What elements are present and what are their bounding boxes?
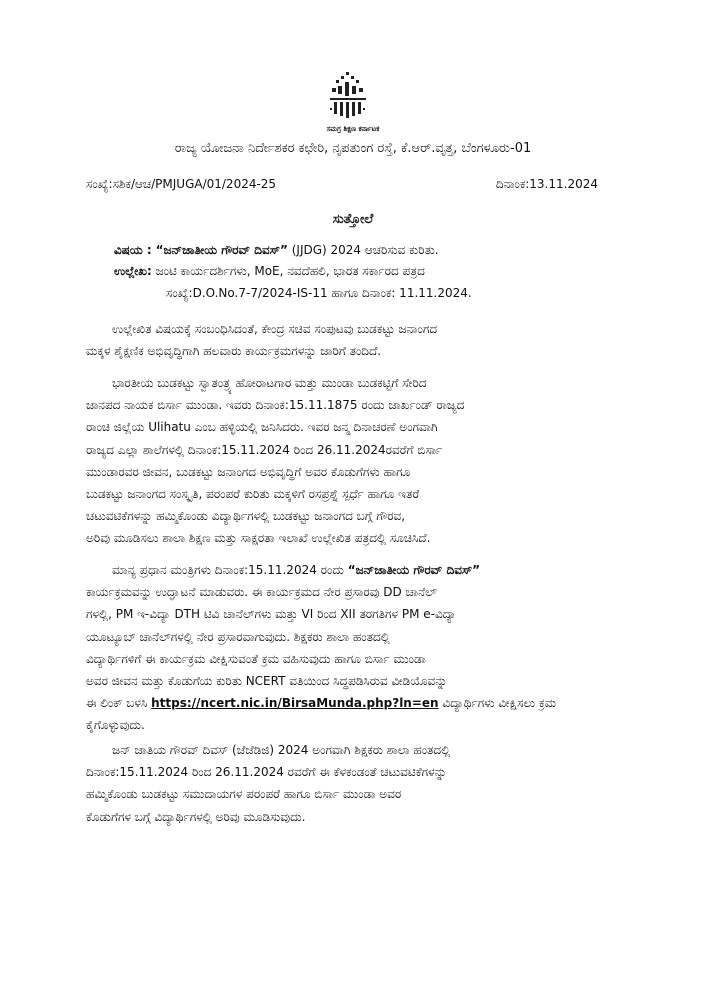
subject-line bbox=[114, 243, 439, 258]
subject-text: (JJDG) 2024 ಆಚರಿಸುವ ಕುರಿತು. bbox=[287, 243, 439, 257]
paragraph-line: ದಿನಾಂಕ:15.11.2024 ರಿಂದ 26.11.2024 ರವರೆಗೆ ಈ ಕೆಳಕಂಡಂತೆ ಚಟುವಟಿಕೆಗಳನ್ನು bbox=[86, 765, 447, 780]
paragraph-line: ಕೊಡುಗೆಗಳ ಬಗ್ಗೆ ವಿದ್ಯಾರ್ಥಿಗಳಲ್ಲಿ ಅರಿವು ಮೂಡಿಸುವುದು. bbox=[86, 809, 306, 824]
subject-highlight: “ಜನ್‌ಜಾತೀಯ ಗೌರವ್ ದಿವಸ್” bbox=[155, 243, 288, 257]
paragraph-line: ಕಾರ್ಯಕ್ರಮವನ್ನು ಉದ್ಘಾಟನೆ ಮಾಡುವರು. ಈ ಕಾರ್ಯಕ್ರಮದ ನೇರ ಪ್ರಸಾರವು DD ಚಾನೆಲ್ bbox=[86, 585, 437, 600]
paragraph-line: ಅವರ ಜೀವನ ಮತ್ತು ಕೊಡುಗೆಯ ಕುರಿತು NCERT ವತಿಯಿಂದ ಸಿದ್ಧಪಡಿಸಿರುವ ವೀಡಿಯೊವನ್ನು bbox=[86, 674, 448, 689]
paragraph-1 bbox=[86, 318, 620, 362]
circular-date: ದಿನಾಂಕ:13.11.2024 bbox=[495, 177, 598, 191]
paragraph-line: ರಾಂಚಿ ಜಿಲ್ಲೆಯ Ulihatu ಎಂಬ ಹಳ್ಳಿಯಲ್ಲಿ ಜನಿಸಿದರು. ಇವರ ಜನ್ಮ ದಿನಾಚರಣೆ ಅಂಗವಾಗಿ bbox=[86, 420, 438, 435]
paragraph-line: ರಾಜ್ಯದ ಎಲ್ಲಾ ಶಾಲೆಗಳಲ್ಲಿ ದಿನಾಂಕ:15.11.2024 ರಿಂದ 26.11.2024ರವರೆಗೆ ಬಿರ್ಸಾ bbox=[86, 442, 443, 457]
paragraph-line: ವಿದ್ಯಾರ್ಥಿಗಳಿಗೆ ಈ ಕಾರ್ಯಕ್ರಮ ವೀಕ್ಷಿಸುವಂತೆ ಕ್ರಮ ವಹಿಸುವುದು ಹಾಗೂ ಬಿರ್ಸಾ ಮುಂಡಾ bbox=[86, 651, 426, 666]
paragraph-line: ಭಾರತೀಯ ಬುಡಕಟ್ಟು ಸ್ವಾತಂತ್ರ್ಯ ಹೋರಾಟಗಾರ ಮತ್ತು ಮುಂಡಾ ಬುಡಕಟ್ಟಿಗೆ ಸೇರಿದ bbox=[112, 376, 427, 390]
p3-event-name: “ಜನ್‌ಜಾತೀಯ ಗೌರವ್ ದಿವಸ್” bbox=[347, 563, 481, 577]
paragraph-line: ಚಟುವಟಿಕೆಗಳನ್ನು ಹಮ್ಮಿಕೊಂಡು ವಿದ್ಯಾರ್ಥಿಗಳಲ್ಲಿ ಬುಡಕಟ್ಟು ಜನಾಂಗದ ಬಗ್ಗೆ ಗೌರವ, bbox=[86, 509, 406, 524]
ncert-video-link[interactable]: https://ncert.nic.in/BirsaMunda.php?ln=en bbox=[151, 696, 439, 711]
paragraph-line: ಜಾನಪದ ನಾಯಕ ಬಿರ್ಸಾ ಮುಂಡಾ. ಇವರು ದಿನಾಂಕ:15.11.1875 ರಂದು ಜಾರ್ಖಂಡ್ ರಾಜ್ಯದ bbox=[86, 398, 465, 413]
paragraph-line bbox=[86, 559, 620, 581]
reference-number: ಸಂಖ್ಯೆ:ಸಶಿಕ/ಆಚ/PMJUGA/01/2024-25 bbox=[86, 177, 277, 191]
subject-label: ವಿಷಯ : bbox=[114, 243, 152, 257]
paragraph-line: ಕೈಗೊಳ್ಳುವುದು. bbox=[86, 718, 145, 733]
paragraph-line bbox=[86, 692, 620, 714]
paragraph-3 bbox=[86, 559, 620, 737]
paragraph-line: ಗಳಲ್ಲಿ, PM ಇ-ವಿದ್ಯಾ DTH ಟಿವಿ ಚಾನೆಲ್‌ಗಳು ಮತ್ತು VI ರಿಂದ XII ತರಗತಿಗಳ PM e-ವಿದ್ಯಾ bbox=[86, 607, 457, 622]
office-address: ರಾಜ್ಯ ಯೋಜನಾ ನಿರ್ದೇಶಕರ ಕಛೇರಿ, ನೃಪತುಂಗ ರಸ್ತೆ, ಕೆ.ಆರ್.ವೃತ್ತ, ಬೆಂಗಳೂರು-01 bbox=[174, 141, 532, 156]
reference-label: ಉಲ್ಲೇಖ: bbox=[114, 264, 152, 278]
circular-title: ಸುತ್ತೋಲೆ bbox=[332, 212, 374, 227]
paragraph-4 bbox=[86, 739, 620, 828]
reference-line bbox=[114, 264, 425, 279]
paragraph-line: ಉಲ್ಲೇಖಿತ ವಿಷಯಕ್ಕೆ ಸಂಬಂಧಿಸಿದಂತೆ, ಕೇಂದ್ರ ಸಚಿವ ಸಂಪುಟವು ಬುಡಕಟ್ಟು ಜನಾಂಗದ bbox=[112, 322, 438, 336]
reference-line-2: ಸಂಖ್ಯೆ:D.O.No.7-7/2024-IS-11 ಹಾಗೂ ದಿನಾಂಕ: 11.11.2024. bbox=[166, 286, 472, 300]
reference-text-1: ಜಂಟಿ ಕಾರ್ಯದರ್ಶಿಗಳು, MoE, ನವದೆಹಲಿ, ಭಾರತ ಸರ್ಕಾರದ ಪತ್ರದ bbox=[151, 264, 425, 278]
p3-line7-pre: ಈ ಲಿಂಕ್ ಬಳಸಿ bbox=[86, 696, 152, 711]
paragraph-2 bbox=[86, 372, 620, 550]
paragraph-line: ಜನ್ ಜಾತಿಯ ಗೌರವ್ ದಿವಸ್ (ಜೆಜೆಡಿಜಿ) 2024 ಅಂಗವಾಗಿ ಶಿಕ್ಷಕರು ಶಾಲಾ ಹಂತದಲ್ಲಿ bbox=[112, 743, 451, 757]
p3-line7-post: ವಿದ್ಯಾರ್ಥಿಗಳು ವೀಕ್ಷಿಸಲು ಕ್ರಮ bbox=[438, 696, 557, 711]
paragraph-line: ಯೂಟ್ಯೂಬ್ ಚಾನೆಲ್‌ಗಳಲ್ಲಿ ನೇರ ಪ್ರಸಾರವಾಗುವುದು. ಶಿಕ್ಷಕರು ಶಾಲಾ ಹಂತದಲ್ಲಿ bbox=[86, 629, 390, 644]
p3-line1-text: ಮಾನ್ಯ ಪ್ರಧಾನ ಮಂತ್ರಿಗಳು ದಿನಾಂಕ:15.11.2024 ರಂದು bbox=[112, 563, 348, 577]
paragraph-line: ಬುಡಕಟ್ಟು ಜನಾಂಗದ ಸಂಸ್ಕೃತಿ, ಪರಂಪರೆ ಕುರಿತು ಮಕ್ಕಳಿಗೆ ರಸಪ್ರಶ್ನೆ ಸ್ಪರ್ಧೆ ಹಾಗೂ ಇತರೆ bbox=[86, 487, 420, 502]
paragraph-line: ಹಮ್ಮಿಕೊಂಡು ಬುಡಕಟ್ಟು ಸಮುದಾಯಗಳ ಪರಂಪರೆ ಹಾಗೂ ಬಿರ್ಸಾ ಮುಂಡಾ ಅವರ bbox=[86, 787, 402, 802]
logo-caption: ಸಮಗ್ರ ಶಿಕ್ಷಣ ಕರ್ನಾಟಕ bbox=[326, 125, 380, 133]
paragraph-line: ಮಕ್ಕಳ ಶೈಕ್ಷಣಿಕ ಅಭಿವೃದ್ಧಿಗಾಗಿ ಹಲವಾರು ಕಾರ್ಯಕ್ರಮಗಳನ್ನು ಜಾರಿಗೆ ತಂದಿದೆ. bbox=[86, 344, 382, 359]
paragraph-line: ಮುಂಡಾರವರ ಜೀವನ, ಬುಡಕಟ್ಟು ಜನಾಂಗದ ಅಭಿವೃದ್ಧಿಗೆ ಅವರ ಕೊಡುಗೆಗಳು ಹಾಗೂ bbox=[86, 464, 411, 479]
paragraph-line: ಅರಿವು ಮೂಡಿಸಲು ಶಾಲಾ ಶಿಕ್ಷಣ ಮತ್ತು ಸಾಕ್ಷರತಾ ಇಲಾಖೆ ಉಲ್ಲೇಖಿತ ಪತ್ರದಲ್ಲಿ ಸೂಚಿಸಿದೆ. bbox=[86, 531, 431, 546]
